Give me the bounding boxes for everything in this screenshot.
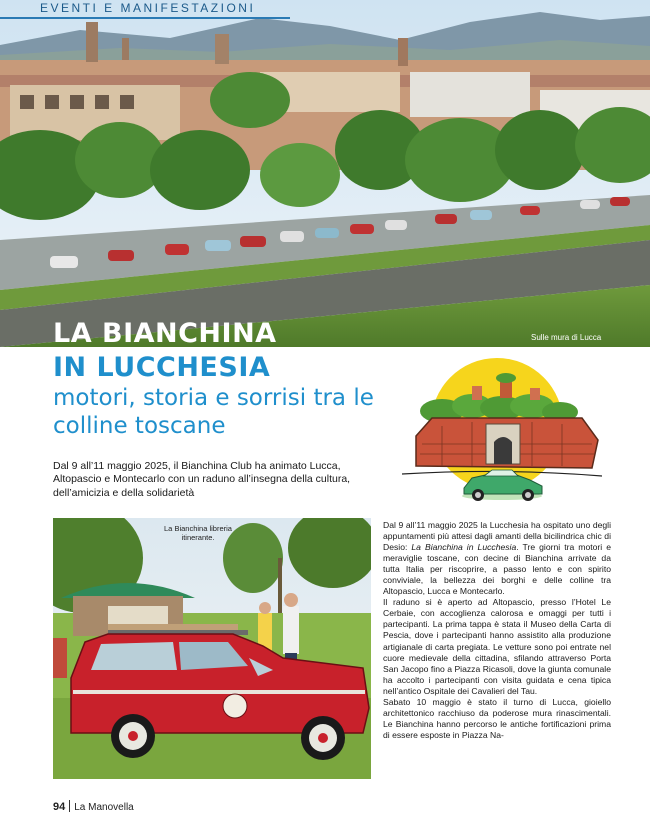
bianchina-photo — [53, 518, 371, 779]
body-text-span: . Tre giorni tra motori e meraviglie toscane, con decine di Bianchina arrivate da tutta Italia per riscoprire, a passo lento e con spirito conviviale, la bellezza dei borghi e delle colline tra Altopascio, Lucca e Montecarlo. — [383, 542, 611, 597]
hero-photo — [0, 0, 650, 347]
article-title-line1: LA BIANCHINA — [53, 318, 277, 349]
article-intro: Dal 9 all’11 maggio 2025, il Bianchina Club ha animato Lucca, Altopascio e Montecarlo con un raduno all’insegna della cultura, dell’amicizia e della solidarietà — [53, 460, 351, 499]
section-divider — [0, 17, 290, 19]
bianchina-photo-caption: La Bianchina libreria itinerante. — [164, 524, 232, 542]
event-logo — [402, 356, 602, 508]
body-paragraph — [383, 520, 611, 597]
article-subtitle: motori, storia e sorrisi tra le colline toscane — [53, 385, 374, 439]
page-footer — [53, 800, 134, 813]
page-number: 94 — [53, 801, 66, 813]
body-text-span: Dal 9 all’11 maggio 2025 la Lucchesia ha ospitato uno degli appuntamenti più attesi dagli amanti della bicilindrica chic di Desio: — [383, 520, 611, 553]
section-label: EVENTI E MANIFESTAZIONI — [40, 1, 256, 15]
footer-separator — [69, 800, 70, 812]
article-title-line2: IN LUCCHESIA — [53, 352, 271, 383]
body-paragraph: Sabato 10 maggio è stato il turno di Lucca, gioiello architettonico racchiuso da poderose mura rinascimentali. Le Bianchina hanno percorso le antiche fortificazioni prima di essere esposte in Piazza Na- — [383, 696, 611, 740]
body-paragraph: Il raduno si è aperto ad Altopascio, presso l’Hotel Le Cerbaie, con accoglienza calorosa e omaggi per tutti i partecipanti. La prima tappa è stata il Museo della Carta di Pescia, dove i partecipanti hanno assistito alla produzione artigianale di carta pregiata. Le vetture sono poi entrate nel cuore medievale della cittadina, sfilando attraverso Porta San Jacopo fino a Piazza Ricasoli, dove la giunta comunale ha accolto i partecipanti con visita guidata e cena tipica nell’antico Ospitale dei Cavalieri del Tau. — [383, 597, 611, 696]
body-emphasis: La Bianchina in Lucchesia — [411, 542, 517, 553]
magazine-name: La Manovella — [74, 802, 134, 813]
article-body — [383, 520, 611, 741]
hero-photo-caption: Sulle mura di Lucca — [531, 333, 602, 342]
